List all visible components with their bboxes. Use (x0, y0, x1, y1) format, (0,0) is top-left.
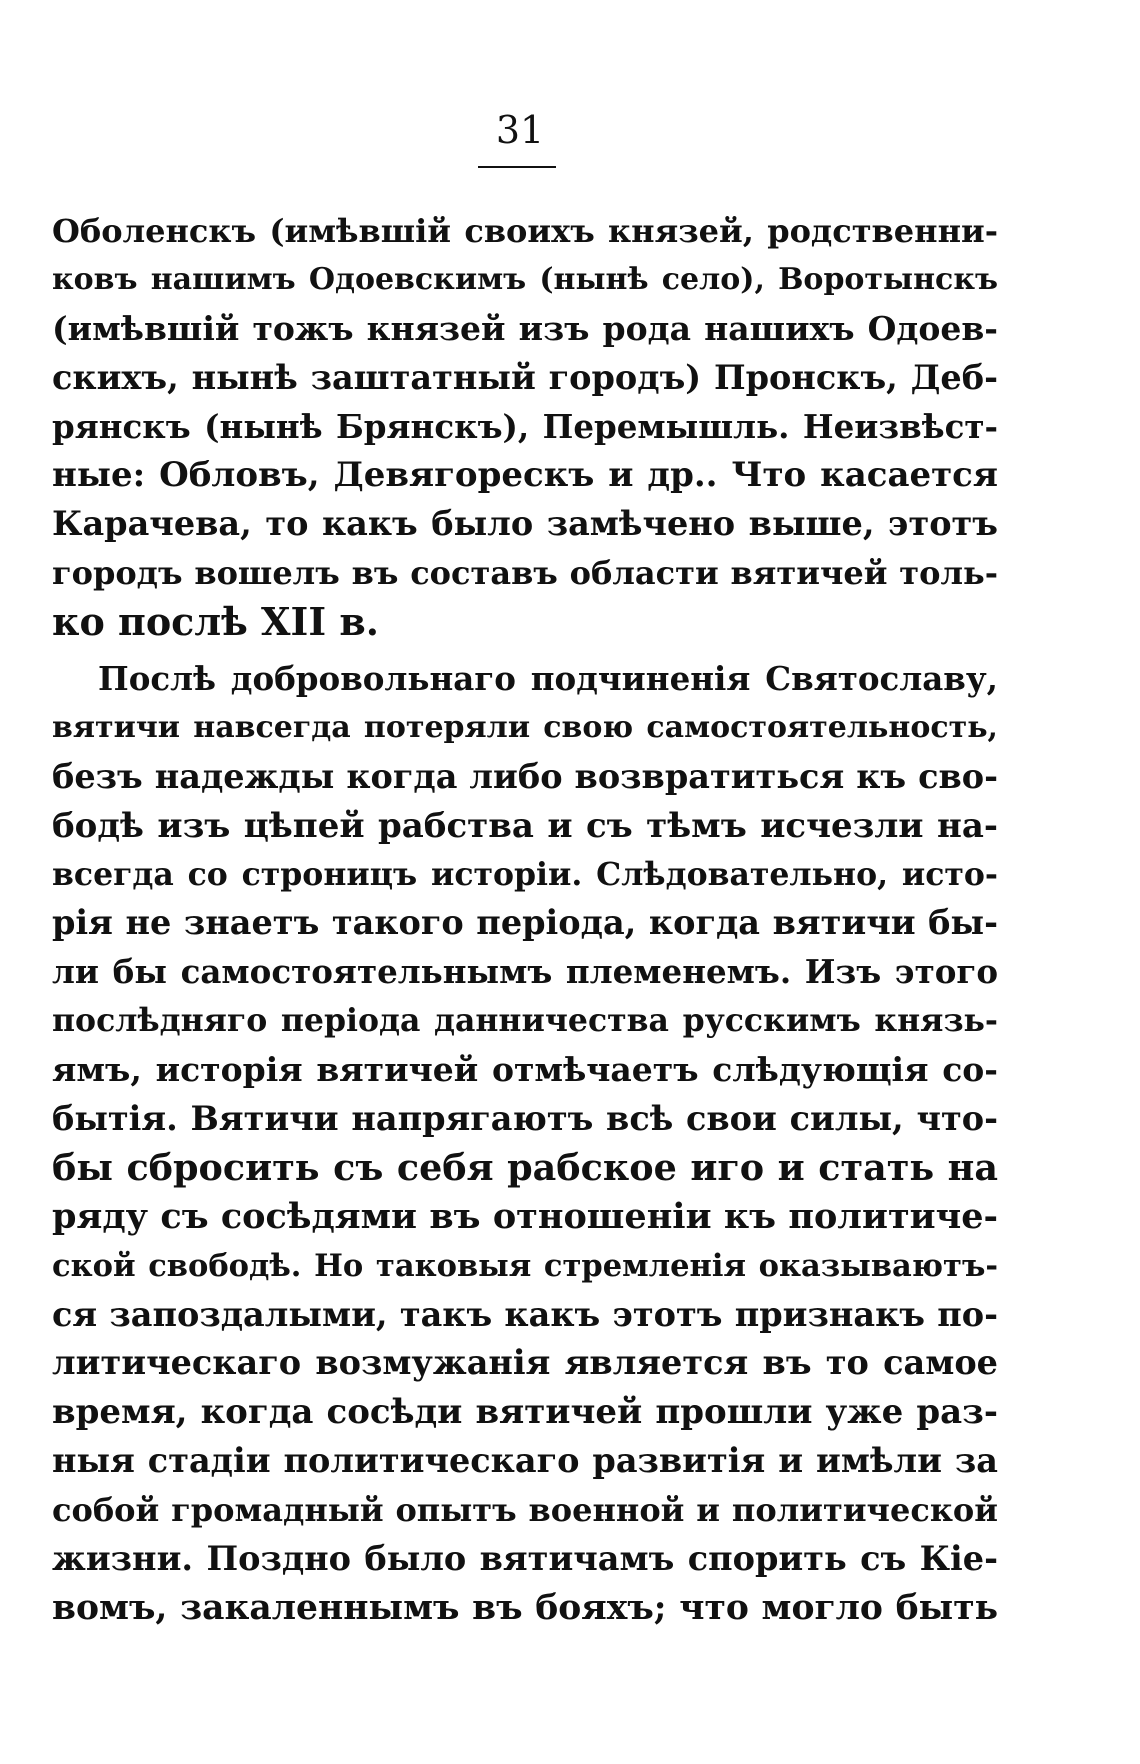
text-line: вомъ, закаленнымъ въ бояхъ; что могло быть (52, 1587, 998, 1628)
text-line: (имѣвшій тожъ князей изъ рода нашихъ Одоев- (52, 308, 998, 348)
text-line: ко послѣ XII в. (52, 599, 379, 645)
text-line: литическаго возмужанія является въ то самое (52, 1343, 998, 1383)
text-line: бы сбросить съ себя рабское иго и стать на (52, 1145, 998, 1189)
text-line: Карачева, то какъ было замѣчено выше, этотъ (52, 504, 998, 544)
text-line: ся запоздалыми, такъ какъ этотъ признакъ по- (52, 1294, 998, 1334)
paragraph (52, 207, 998, 647)
text-line: рія не знаетъ такого періода, когда вятичи бы- (52, 903, 998, 943)
text-line: ные: Обловъ, Девягорескъ и др.. Что касается (52, 455, 998, 496)
paragraph (52, 655, 998, 1633)
page-number-rule (478, 166, 556, 168)
text-line: вятичи навсегда потеряли свою самостоятельность, (52, 709, 998, 745)
text-line: ли бы самостоятельнымъ племенемъ. Изъ этого (52, 952, 998, 992)
text-line: скихъ, нынѣ заштатный городъ) Пронскъ, Деб- (52, 357, 998, 397)
page-number: 31 (495, 108, 545, 152)
text-line: ковъ нашимъ Одоевскимъ (нынѣ село), Воротынскъ (52, 261, 998, 297)
text-line: ряду съ сосѣдями въ отношеніи къ политиче- (52, 1195, 998, 1237)
text-line: жизни. Поздно было вятичамъ спорить съ Кіе- (52, 1539, 998, 1579)
text-line: время, когда сосѣди вятичей прошли уже раз- (52, 1392, 998, 1433)
text-line: безъ надежды когда либо возвратиться къ сво- (52, 756, 998, 796)
text-line: Оболенскъ (имѣвшій своихъ князей, родственни- (52, 212, 998, 250)
text-line: ямъ, исторія вятичей отмѣчаетъ слѣдующія со- (52, 1050, 998, 1090)
text-line: всегда со строницъ исторіи. Слѣдовательно, исто- (52, 855, 998, 893)
text-line: собой громадный опытъ военной и политической (52, 1491, 998, 1530)
text-line: рянскъ (нынѣ Брянскъ), Перемышль. Неизвѣст- (52, 406, 998, 446)
text-line: послѣдняго періода данничества русскимъ князь- (52, 1002, 998, 1040)
text-line: бытія. Вятичи напрягаютъ всѣ свои силы, что- (52, 1099, 998, 1139)
text-line: городъ вошелъ въ составъ области вятичей толь- (52, 554, 998, 593)
body-text (52, 207, 998, 1633)
text-line: ныя стадіи политическаго развитія и имѣли за (52, 1441, 998, 1481)
text-line: ской свободѣ. Но таковыя стремленія оказываютъ- (52, 1247, 998, 1284)
text-line: Послѣ добровольнаго подчиненія Святославу, (98, 659, 998, 699)
text-line: бодѣ изъ цѣпей рабства и съ тѣмъ исчезли на- (52, 805, 998, 846)
